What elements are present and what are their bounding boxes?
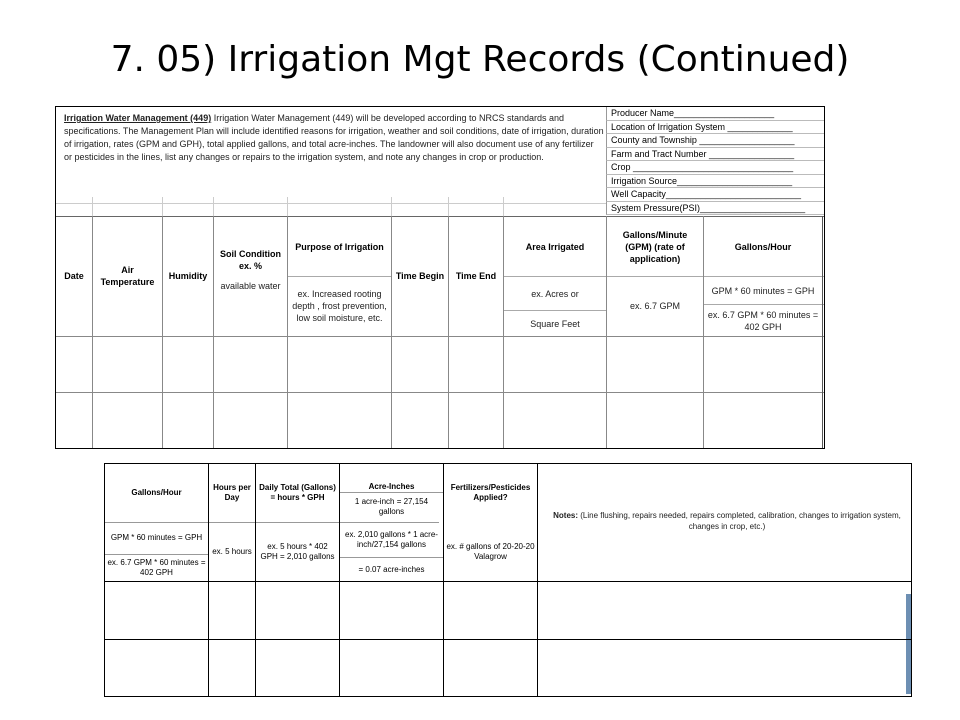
- producer-info-block: [606, 107, 825, 215]
- irrigation-source-field[interactable]: Irrigation Source_______________________: [606, 175, 825, 189]
- crop-field[interactable]: Crop ________________________________: [606, 161, 825, 175]
- farm-tract-field[interactable]: Farm and Tract Number _________________: [606, 148, 825, 162]
- notes-header: [543, 510, 911, 532]
- purpose-example: ex. Increased rooting depth , frost prevention, low soil moisture, etc.: [292, 289, 387, 323]
- header-time-begin: Time Begin: [395, 271, 445, 281]
- irrigation-record-form-bottom: [104, 463, 912, 697]
- description-body: Irrigation Water Management (449) will be developed according to NRCS standards and specifications. The Management Plan will include identified reasons for irrigation, weather and soil conditions, date of irrigation, duration of irrigation, rates (GPM and GPH), total applied gallons, and total acre-inches. The landowner will also document use of any fertilizer or pesticides in the lines, list any changes or repairs to the irrigation system, and note any changes in crop or production.: [64, 113, 604, 162]
- header-daily-total: Daily Total (Gallons) = hours * GPH: [259, 483, 336, 502]
- header-date: Date: [64, 271, 84, 281]
- gph-formula-2: GPM * 60 minutes = GPH: [110, 533, 203, 542]
- header-fertilizers: Fertilizers/Pesticides Applied?: [450, 483, 531, 502]
- description-heading: Irrigation Water Management (449): [64, 113, 212, 123]
- gph-example: ex. 6.7 GPM * 60 minutes = 402 GPH: [707, 309, 819, 332]
- irrigation-record-form-top: [55, 106, 825, 449]
- header-gallons-hour: Gallons/Hour: [734, 241, 792, 252]
- header-acre-inches: Acre-Inches: [368, 482, 415, 491]
- gph-formula: GPM * 60 minutes = GPH: [711, 285, 815, 296]
- header-gallons-hour-2: Gallons/Hour: [131, 488, 182, 497]
- form-description: [64, 112, 604, 164]
- system-pressure-field[interactable]: System Pressure(PSI)_____________________: [606, 202, 825, 216]
- county-township-field[interactable]: County and Township ___________________: [606, 134, 825, 148]
- irrigation-location-field[interactable]: Location of Irrigation System _____________: [606, 121, 825, 135]
- header-humidity: Humidity: [168, 271, 208, 281]
- soil-condition-subtext: available water: [220, 281, 281, 291]
- fertilizer-example: ex. # gallons of 20-20-20 Valagrow: [446, 542, 535, 561]
- gpm-example: ex. 6.7 GPM: [629, 301, 681, 311]
- hours-example: ex. 5 hours: [212, 547, 252, 556]
- scrollbar[interactable]: [906, 594, 911, 694]
- producer-name-field[interactable]: Producer Name____________________: [606, 107, 825, 121]
- area-sqft-example: Square Feet: [530, 318, 580, 329]
- slide-title: 7. 05) Irrigation Mgt Records (Continued): [110, 39, 850, 80]
- header-air-temperature: Air Temperature: [100, 265, 155, 287]
- acre-calc-example: ex. 2,010 gallons * 1 acre-inch/27,154 gallons: [345, 530, 438, 549]
- notes-description: (Line flushing, repairs needed, repairs completed, calibration, changes to irrigation system, changes in crop, etc.): [578, 511, 901, 531]
- header-purpose: Purpose of Irrigation: [295, 241, 384, 252]
- header-gpm: Gallons/Minute (GPM) (rate of application): [622, 229, 688, 264]
- well-capacity-field[interactable]: Well Capacity___________________________: [606, 188, 825, 202]
- notes-label: Notes:: [553, 511, 579, 520]
- area-acres-example: ex. Acres or: [531, 288, 579, 299]
- gph-example-2: ex. 6.7 GPM * 60 minutes = 402 GPH: [107, 558, 206, 577]
- acre-result-example: = 0.07 acre-inches: [358, 564, 425, 574]
- header-area-irrigated: Area Irrigated: [525, 241, 585, 252]
- header-soil-condition: Soil Condition ex. %: [220, 249, 281, 271]
- header-hours-per-day: Hours per Day: [213, 483, 251, 502]
- daily-total-example: ex. 5 hours * 402 GPH = 2,010 gallons: [260, 542, 335, 561]
- acre-inch-definition: 1 acre-inch = 27,154 gallons: [354, 497, 429, 516]
- header-time-end: Time End: [455, 271, 497, 281]
